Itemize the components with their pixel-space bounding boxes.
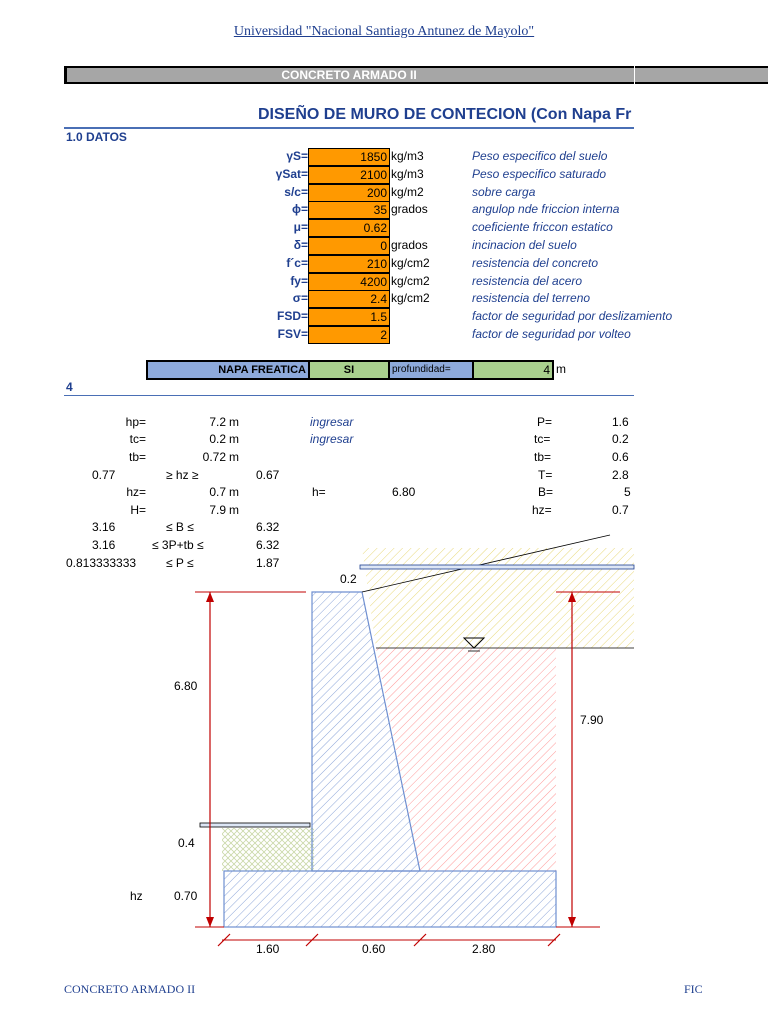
toe-width-label: 1.60 — [256, 942, 280, 956]
tb-label: tb= — [128, 450, 146, 464]
section-4: 4 — [66, 380, 73, 394]
datos-unit: kg/m3 — [391, 149, 424, 163]
datos-symbol: δ= — [293, 238, 308, 252]
B-min: 3.16 — [92, 520, 116, 534]
heel-width-label: 2.80 — [472, 942, 496, 956]
right-tb-value: 0.6 — [612, 450, 629, 464]
datos-description: Peso especifico saturado — [472, 167, 607, 181]
datos-symbol: s/c= — [284, 185, 308, 199]
hp-unit: m — [229, 415, 239, 429]
datos-unit: kg/m3 — [391, 167, 424, 181]
tc-unit: m — [229, 432, 239, 446]
front-surface-strip — [200, 823, 310, 827]
datos-description: sobre carga — [472, 185, 536, 199]
tb-unit: m — [229, 450, 239, 464]
datos-symbol: f´c= — [286, 256, 308, 270]
P-max: 1.87 — [256, 556, 280, 570]
hz-label: hz= — [126, 485, 146, 499]
tc-value: 0.2 — [209, 432, 226, 446]
datos-unit: grados — [391, 202, 428, 216]
top-width-label: 0.2 — [340, 572, 357, 586]
datos-symbol: fy= — [290, 274, 308, 288]
section-4-line — [64, 395, 634, 396]
hz-max: 0.67 — [256, 468, 280, 482]
hp-label: hp= — [125, 415, 146, 429]
footer-right: FIC — [684, 982, 703, 996]
P3-ineq: ≤ 3P+tb ≤ — [152, 538, 204, 552]
hz-symbol-label: hz — [130, 889, 143, 903]
tc-note: ingresar — [310, 432, 354, 446]
datos-description: factor de seguridad por volteo — [472, 327, 631, 341]
right-P-label: P= — [537, 415, 553, 429]
datos-unit: grados — [391, 238, 428, 252]
h-label: h= — [312, 485, 326, 499]
datos-unit: kg/cm2 — [391, 274, 430, 288]
datos-description: resistencia del terreno — [472, 291, 591, 305]
right-P-value: 1.6 — [612, 415, 629, 429]
datos-symbol: ϕ= — [291, 202, 308, 216]
surcharge-strip — [360, 565, 634, 569]
datos-description: coeficiente friccon estatico — [472, 220, 613, 234]
napa-depth-unit: m — [556, 362, 566, 376]
total-height-label: 7.90 — [580, 713, 604, 727]
university-title: Universidad "Nacional Santiago Antunez de Mayolo" — [233, 24, 535, 39]
napa-label: NAPA FREATICA — [146, 360, 310, 380]
right-tc-value: 0.2 — [612, 432, 629, 446]
right-B-value: 5 — [624, 485, 631, 499]
datos-symbol: γS= — [286, 149, 308, 163]
B-max: 6.32 — [256, 520, 280, 534]
P-ineq: ≤ P ≤ — [166, 556, 194, 570]
tc-label: tc= — [129, 432, 146, 446]
datos-description: angulop nde friccion interna — [472, 202, 620, 216]
napa-depth-label: profundidad= — [388, 360, 474, 380]
P3-min: 3.16 — [92, 538, 116, 552]
front-fill-label: 0.4 — [178, 836, 195, 850]
datos-description: incinacion del suelo — [472, 238, 577, 252]
datos-symbol: FSV= — [277, 327, 308, 341]
hz-ineq: ≥ hz ≥ — [166, 468, 199, 482]
P-min: 0.813333333 — [66, 556, 137, 570]
right-tc-label: tc= — [534, 432, 551, 446]
hz-dimension-label: 0.70 — [174, 889, 198, 903]
H-label: H= — [130, 503, 146, 517]
right-T-value: 2.8 — [612, 468, 629, 482]
datos-unit: kg/cm2 — [391, 256, 430, 270]
datos-input[interactable]: 200 — [308, 184, 390, 202]
datos-symbol: σ= — [292, 291, 308, 305]
right-hz-value: 0.7 — [612, 503, 629, 517]
B-ineq: ≤ B ≤ — [166, 520, 194, 534]
datos-input[interactable]: 2 — [308, 326, 390, 344]
course-banner-label: CONCRETO ARMADO II — [281, 68, 417, 82]
right-hz-label: hz= — [532, 503, 552, 517]
datos-input[interactable]: 210 — [308, 255, 390, 273]
H-value: 7.9 — [209, 503, 226, 517]
column-clip-line — [634, 64, 635, 94]
datos-input[interactable]: 1850 — [308, 148, 390, 166]
P3-max: 6.32 — [256, 538, 280, 552]
page-title: DISEÑO DE MURO DE CONTECION (Con Napa Fr — [258, 106, 632, 123]
right-B-label: B= — [538, 485, 554, 499]
napa-depth-value[interactable]: 4 — [472, 360, 554, 380]
datos-input[interactable]: 35 — [308, 201, 390, 219]
tb-value: 0.72 — [202, 450, 226, 464]
h-value: 6.80 — [392, 485, 416, 499]
datos-input[interactable]: 4200 — [308, 273, 390, 291]
stem-height-label: 6.80 — [174, 679, 198, 693]
datos-symbol: FSD= — [276, 309, 308, 323]
datos-description: resistencia del acero — [472, 274, 583, 288]
datos-input[interactable]: 2100 — [308, 166, 390, 184]
datos-input[interactable]: 2.4 — [308, 290, 390, 308]
footer-left: CONCRETO ARMADO II — [64, 982, 196, 996]
datos-input[interactable]: 0 — [308, 237, 390, 255]
H-unit: m — [229, 503, 239, 517]
datos-input[interactable]: 0.62 — [308, 219, 390, 237]
section-datos: 1.0 DATOS — [66, 130, 127, 144]
datos-description: Peso especifico del suelo — [472, 149, 608, 163]
stem-base-label: 0.60 — [362, 942, 386, 956]
title-underline — [64, 127, 634, 129]
datos-input[interactable]: 1.5 — [308, 308, 390, 326]
datos-description: factor de seguridad por deslizamiento — [472, 309, 673, 323]
front-fill-zone — [222, 828, 314, 871]
hz-value: 0.7 — [209, 485, 226, 499]
datos-symbol: μ= — [293, 220, 308, 234]
hp-value: 7.2 — [209, 415, 226, 429]
napa-value[interactable]: SI — [308, 360, 390, 380]
hz-min: 0.77 — [92, 468, 116, 482]
datos-symbol: γSat= — [275, 167, 308, 181]
wall-footing — [224, 871, 556, 927]
datos-unit: kg/cm2 — [391, 291, 430, 305]
hz-unit: m — [229, 485, 239, 499]
right-tb-label: tb= — [534, 450, 552, 464]
hp-note: ingresar — [310, 415, 354, 429]
retaining-wall-diagram — [0, 530, 640, 960]
datos-unit: kg/m2 — [391, 185, 424, 199]
datos-description: resistencia del concreto — [472, 256, 599, 270]
dry-soil-zone — [362, 548, 634, 648]
right-T-label: T= — [538, 468, 553, 482]
